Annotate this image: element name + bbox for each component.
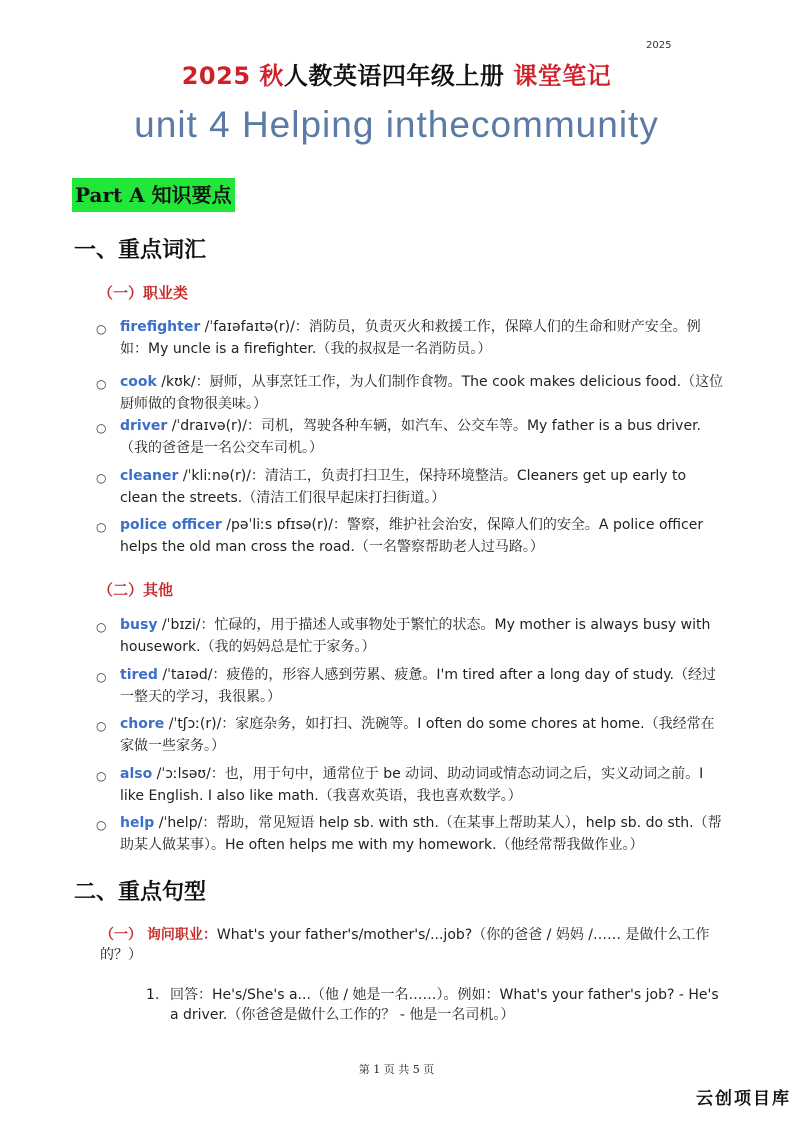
vocab-item — [96, 465, 724, 509]
bullet-icon: ○ — [96, 769, 107, 783]
vocab-word: firefighter — [120, 319, 201, 335]
vocab-word: busy — [120, 617, 158, 633]
bullet-icon: ○ — [96, 421, 107, 435]
document-title — [0, 56, 793, 91]
bullet-icon: ○ — [96, 670, 107, 684]
bullet-icon: ○ — [96, 719, 107, 733]
answer-item — [146, 985, 724, 1025]
vocab-item — [96, 514, 724, 558]
sentence-pattern-label: （一） 询问职业： — [100, 927, 217, 943]
vocab-definition: /ˈhelp/：帮助，常见短语 help sb. with sth.（在某事上帮助某人），help sb. do sth.（帮助某人做某事）。He often helps me with my homework.（他经常帮我做作业。） — [120, 815, 722, 853]
bullet-icon: ○ — [96, 377, 107, 391]
bullet-icon: ○ — [96, 620, 107, 634]
brand-watermark: 云创项目库 — [696, 1089, 791, 1109]
title-notes: 课堂笔记 — [513, 62, 612, 90]
section-heading-vocabulary: 一、重点词汇 — [74, 237, 207, 263]
vocab-definition: /pəˈliːs ɒfɪsə(r)/：警察，维护社会治安，保障人们的安全。A police officer helps the old man cross the road.（一名警察帮助老人过马路。） — [120, 517, 704, 555]
title-textbook: 人教英语四年级上册 — [283, 62, 505, 90]
vocab-item — [96, 664, 724, 708]
vocab-word: cook — [120, 374, 157, 390]
vocab-word: cleaner — [120, 468, 179, 484]
vocab-definition: /ˈtaɪəd/：疲倦的，形容人感到劳累、疲惫。I'm tired after a long day of study.（经过一整天的学习，我很累。） — [120, 667, 716, 705]
vocab-item — [96, 316, 724, 360]
vocab-item — [96, 713, 724, 757]
vocab-definition: /ˈdraɪvə(r)/：司机，驾驶各种车辆，如汽车、公交车等。My father is a bus driver.（我的爸爸是一名公交车司机。） — [120, 418, 702, 456]
vocab-item — [96, 415, 724, 459]
vocab-definition: /ˈɔːlsəʊ/：也，用于句中，通常位于 be 动词、助动词或情态动词之后，实义动词之前。I like English. I also like math.（我喜欢英语，我也喜欢数学。） — [120, 766, 704, 804]
unit-title: unit 4 Helping inthecommunity — [134, 104, 659, 145]
page-number: 第 1 页 共 5 页 — [358, 1063, 435, 1076]
bullet-icon: ○ — [96, 471, 107, 485]
vocab-definition: /ˈbɪzi/：忙碌的，用于描述人或事物处于繁忙的状态。My mother is always busy with housework.（我的妈妈总是忙于家务。） — [120, 617, 711, 655]
answer-text: 回答：He's/She's a...（他 / 她是一名……）。例如：What's your father's job? - He's a driver.（你爸爸是做什么工作的？ - 他是一名司机。） — [170, 987, 719, 1023]
vocab-definition: /ˈfaɪəfaɪtə(r)/：消防员，负责灭火和救援工作，保障人们的生命和财产安全。例如：My uncle is a firefighter.（我的叔叔是一名消防员。） — [120, 319, 701, 357]
bullet-icon: ○ — [96, 520, 107, 534]
vocab-definition: /ˈkliːnə(r)/：清洁工，负责打扫卫生，保持环境整洁。Cleaners get up early to clean the streets.（清洁工们很早起床打扫街道。） — [120, 468, 687, 506]
vocab-item — [96, 763, 724, 807]
section-heading-sentences: 二、重点句型 — [74, 879, 207, 905]
group-heading-occupations: （一）职业类 — [98, 284, 189, 302]
vocab-item — [96, 614, 724, 658]
bullet-icon: ○ — [96, 818, 107, 832]
vocab-word: help — [120, 815, 155, 831]
vocab-word: driver — [120, 418, 168, 434]
header-year: 2025 — [646, 40, 672, 51]
bullet-icon: ○ — [96, 322, 107, 336]
vocab-word: chore — [120, 716, 165, 732]
sentence-pattern-text: What's your father's/mother's/...job?（你的爸爸 / 妈妈 /…… 是做什么工作的？） — [100, 927, 710, 963]
vocab-word: tired — [120, 667, 158, 683]
title-year-season: 2025 秋 — [181, 62, 284, 90]
group-heading-others: （二）其他 — [98, 581, 174, 599]
vocab-item — [96, 371, 724, 415]
sentence-pattern — [100, 925, 724, 965]
vocab-word: police officer — [120, 517, 222, 533]
vocab-item — [96, 812, 724, 856]
part-label: Part A 知识要点 — [72, 178, 235, 212]
vocab-definition: /kʊk/：厨师，从事烹饪工作，为人们制作食物。The cook makes delicious food.（这位厨师做的食物很美味。） — [120, 374, 724, 412]
vocab-definition: /ˈtʃɔː(r)/：家庭杂务，如打扫、洗碗等。I often do some chores at home.（我经常在家做一些家务。） — [120, 716, 715, 754]
answer-number: 1. — [146, 987, 160, 1003]
vocab-word: also — [120, 766, 153, 782]
